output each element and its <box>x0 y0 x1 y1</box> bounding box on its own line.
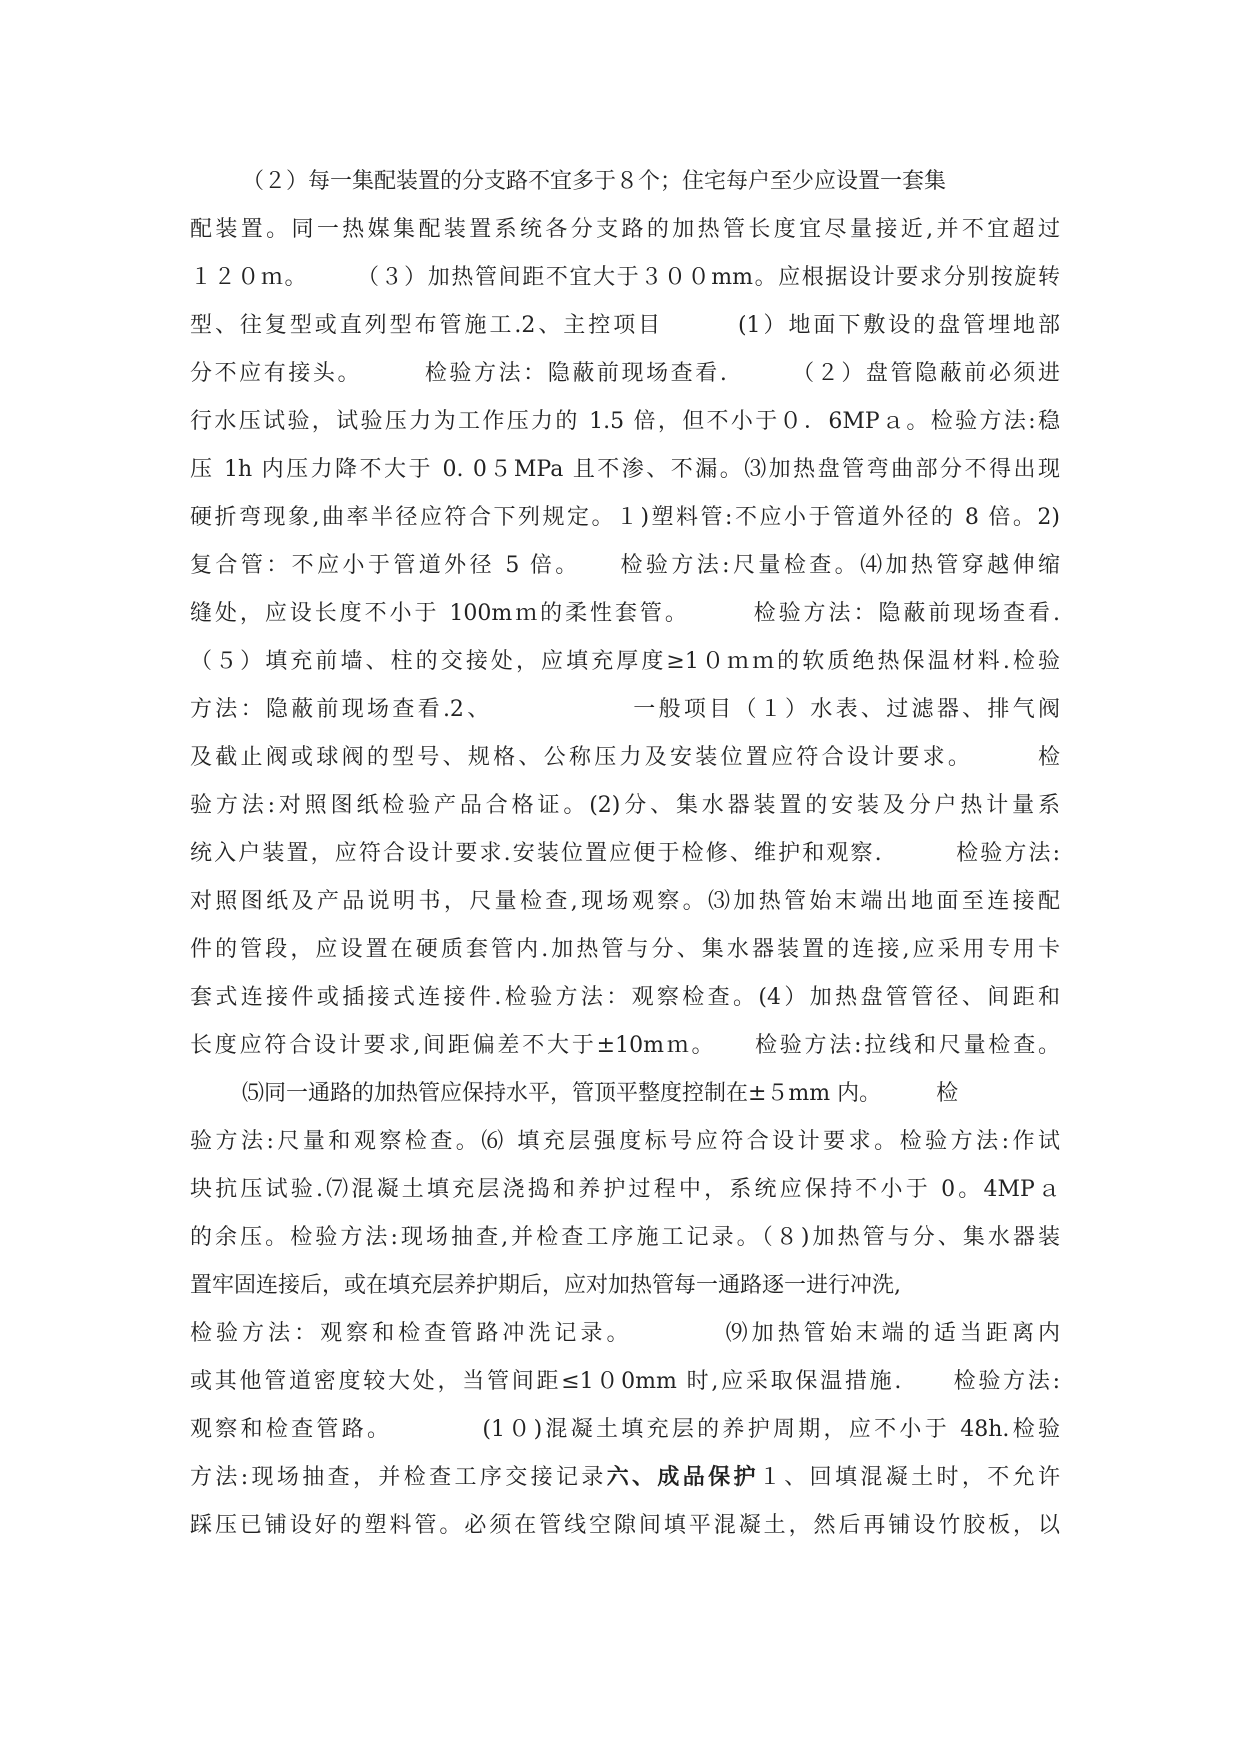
text-line: 检验方法：观察和检查管路冲洗记录。 ⑼加热管始末端的适当距离内 <box>190 1321 1060 1346</box>
text-line: 长度应符合设计要求,间距偏差不大于±10mｍ。 检验方法:拉线和尺量检查。 <box>190 1033 1060 1058</box>
text-line: 配装置。同一热媒集配装置系统各分支路的加热管长度宜尽量接近,并不宜超过 <box>190 217 1060 242</box>
text-segment: １、回填混凝土时，不允许 <box>758 1465 1060 1490</box>
text-line: 方法：隐蔽前现场查看.2、 一般项目（１）水表、过滤器、排气阀 <box>190 697 1060 722</box>
text-line: 及截止阀或球阀的型号、规格、公称压力及安装位置应符合设计要求。 检 <box>190 745 1060 770</box>
text-line: 复合管：不应小于管道外径 5 倍。 检验方法:尺量检查。⑷加热管穿越伸缩 <box>190 553 1060 578</box>
text-line: （５）填充前墙、柱的交接处，应填充厚度≥1０ｍｍ的软质绝热保温材料.检验 <box>190 649 1060 674</box>
text-line: 观察和检查管路。 (1０)混凝土填充层的养护周期，应不小于 48h.检验 <box>190 1417 1060 1442</box>
text-line: 分不应有接头。 检验方法：隐蔽前现场查看. （２）盘管隐蔽前必须进 <box>190 361 1060 386</box>
text-line: 验方法:尺量和观察检查。⑹ 填充层强度标号应符合设计要求。检验方法:作试 <box>190 1129 1060 1154</box>
text-line: 验方法:对照图纸检验产品合格证。(2)分、集水器装置的安装及分户热计量系 <box>190 793 1060 818</box>
text-line: 的余压。检验方法:现场抽查,并检查工序施工记录。（８)加热管与分、集水器装 <box>190 1225 1060 1250</box>
text-line: 硬折弯现象,曲率半径应符合下列规定。１)塑料管:不应小于管道外径的 8 倍。2) <box>190 505 1060 530</box>
text-line: ⑸同一通路的加热管应保持水平，管顶平整度控制在±５mm 内。 检 <box>242 1081 959 1106</box>
text-line: 块抗压试验.⑺混凝土填充层浇捣和养护过程中，系统应保持不小于 0。4MPａ <box>190 1177 1060 1202</box>
section-heading: 六、成品保护 <box>606 1465 759 1490</box>
body-text <box>190 158 1060 1550</box>
text-line: 或其他管道密度较大处，当管间距≤1０0mm 时,应采取保温措施. 检验方法: <box>190 1369 1060 1394</box>
text-segment: 方法:现场抽查，并检查工序交接记录 <box>190 1465 607 1490</box>
text-line: 行水压试验，试验压力为工作压力的 1.5 倍，但不小于０．6MPａ。检验方法:稳 <box>190 409 1060 434</box>
text-line: 型、往复型或直列型布管施工.2、主控项目 (1）地面下敷设的盘管埋地部 <box>190 313 1060 338</box>
text-line: 缝处，应设长度不小于 100mｍ的柔性套管。 检验方法：隐蔽前现场查看. <box>190 601 1060 626</box>
text-line: 套式连接件或插接式连接件.检验方法：观察检查。(4）加热盘管管径、间距和 <box>190 985 1060 1010</box>
text-line: 件的管段，应设置在硬质套管内.加热管与分、集水器装置的连接,应采用专用卡 <box>190 937 1060 962</box>
text-line <box>190 1454 1060 1502</box>
text-line: 压 1h 内压力降不大于 0. 0５MPa 且不渗、不漏。⑶加热盘管弯曲部分不得出现 <box>190 457 1060 482</box>
text-line: 对照图纸及产品说明书，尺量检查,现场观察。⑶加热管始末端出地面至连接配 <box>190 889 1060 914</box>
text-line: 统入户装置，应符合设计要求.安装位置应便于检修、维护和观察. 检验方法: <box>190 841 1060 866</box>
text-line: 置牢固连接后，或在填充层养护期后，应对加热管每一通路逐一进行冲洗, <box>190 1273 901 1298</box>
text-line: 踩压已铺设好的塑料管。必须在管线空隙间填平混凝土，然后再铺设竹胶板，以 <box>190 1513 1060 1538</box>
text-line: １２０ｍ。 （３）加热管间距不宜大于３００mm。应根据设计要求分别按旋转 <box>190 265 1060 290</box>
text-line: （２）每一集配装置的分支路不宜多于８个；住宅每户至少应设置一套集 <box>242 169 947 194</box>
